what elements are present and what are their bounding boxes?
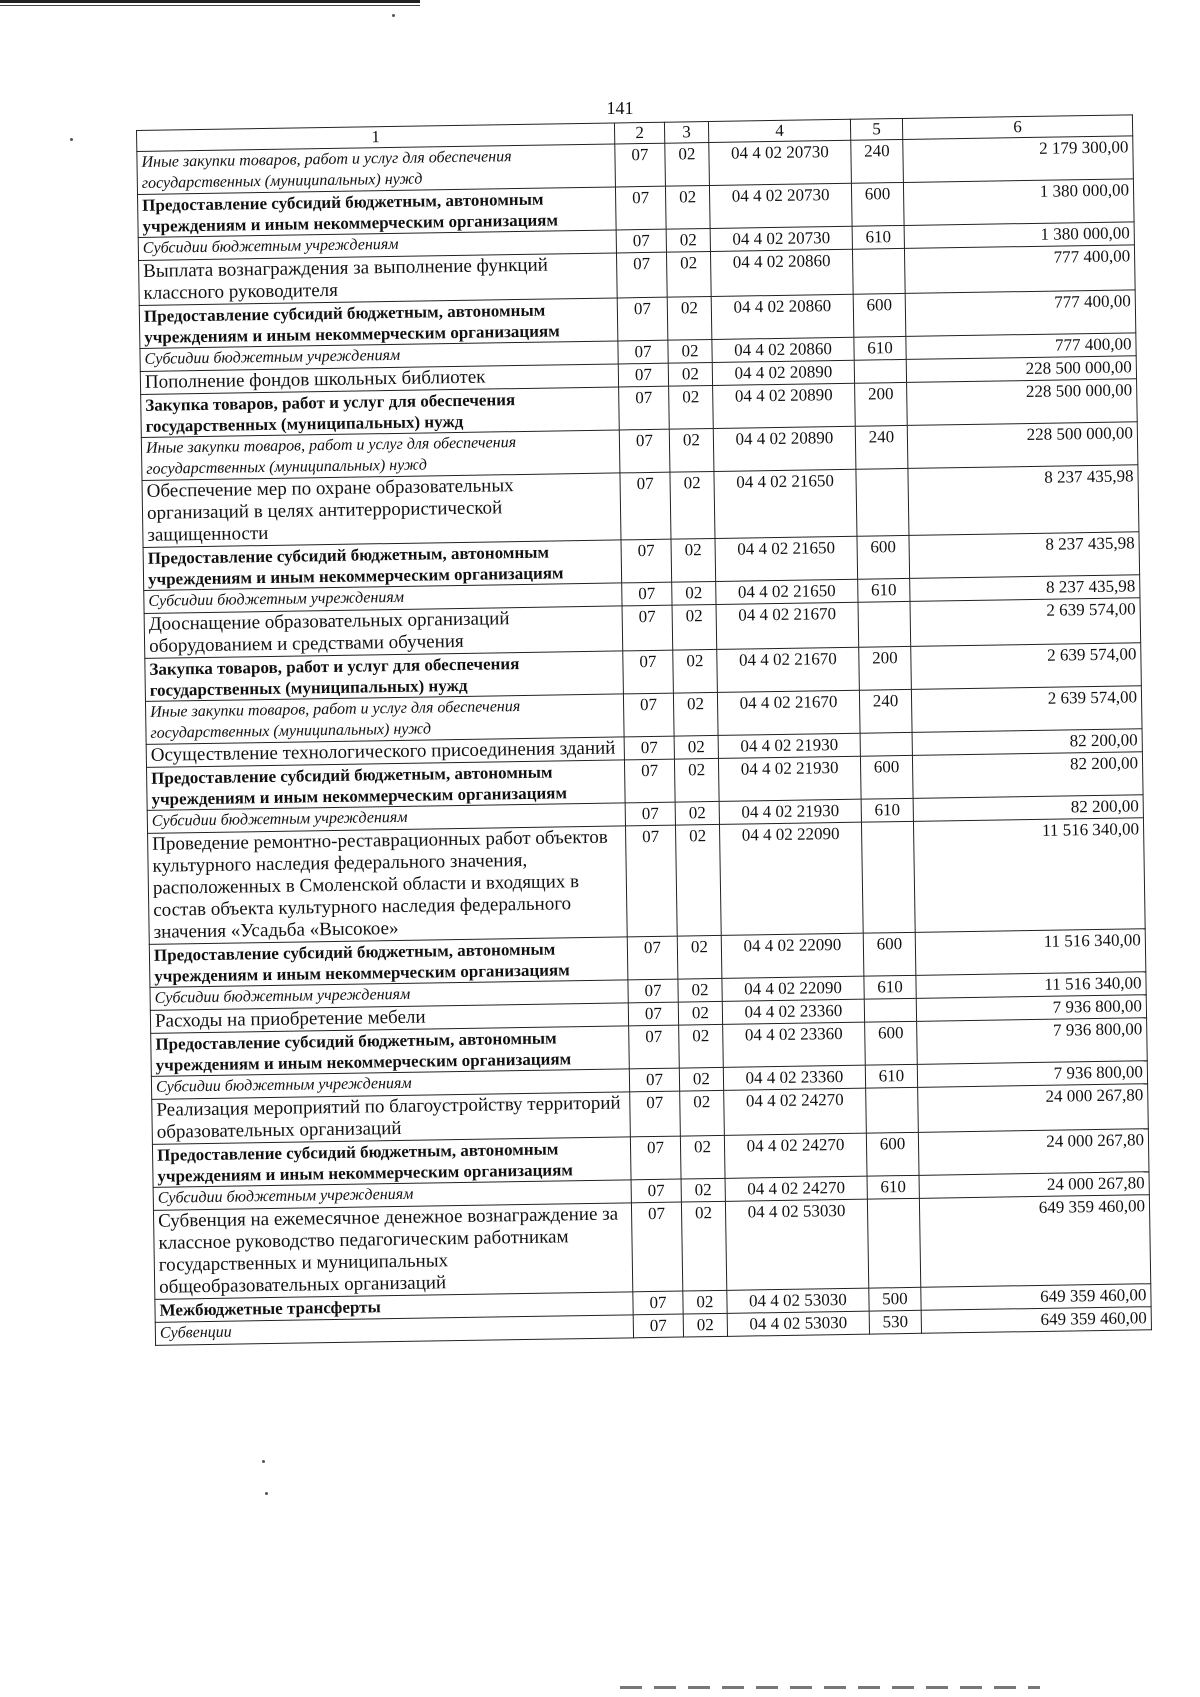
header-cell-target-article: 4: [708, 119, 850, 142]
row-section-cell: 07: [625, 825, 677, 937]
row-subsection-cell: 02: [667, 296, 712, 340]
row-expense-type-cell: 200: [859, 646, 912, 690]
row-target-article-cell: 04 4 02 21650: [714, 469, 857, 538]
row-section-cell: 07: [620, 472, 671, 540]
row-section-cell: 07: [629, 1068, 679, 1092]
row-target-article-cell: 04 4 02 21930: [719, 799, 861, 824]
row-subsection-cell: 02: [665, 143, 710, 187]
row-amount-cell: 82 200,00: [912, 729, 1142, 756]
row-target-article-cell: 04 4 02 20860: [711, 294, 854, 339]
row-target-article-cell: 04 4 02 20730: [709, 183, 852, 228]
row-name-cell: Межбюджетные трансферты: [155, 1292, 633, 1323]
row-section-cell: 07: [618, 340, 668, 364]
row-section-cell: 07: [619, 386, 670, 430]
row-amount-cell: 777 400,00: [906, 333, 1136, 360]
row-section-cell: 07: [621, 539, 672, 583]
row-subsection-cell: 02: [669, 428, 714, 472]
row-subsection-cell: 02: [669, 385, 714, 429]
row-expense-type-cell: 530: [869, 1310, 921, 1334]
row-target-article-cell: 04 4 02 21650: [716, 579, 858, 604]
row-name-cell: Субсидии бюджетным учреждениям: [144, 583, 622, 614]
row-section-cell: 07: [628, 979, 678, 1003]
row-target-article-cell: 04 4 02 23360: [723, 1065, 865, 1090]
row-subsection-cell: 02: [673, 649, 718, 693]
row-subsection-cell: 02: [672, 581, 716, 605]
row-section-cell: 07: [623, 693, 674, 737]
row-expense-type-cell: [867, 1198, 920, 1288]
row-target-article-cell: 04 4 02 20890: [713, 426, 856, 471]
row-name-cell: Обеспечение мер по охране образовательных организаций в целях антитеррористической защищенности: [142, 473, 621, 547]
header-cell-subsection: 3: [664, 122, 708, 144]
row-amount-cell: 7 936 800,00: [916, 995, 1146, 1022]
table-row: [153, 1195, 1150, 1300]
row-target-article-cell: 04 4 02 21670: [716, 602, 859, 649]
row-section-cell: 07: [630, 1136, 681, 1180]
row-section-cell: 07: [622, 582, 672, 606]
table-row: [148, 818, 1146, 945]
row-name-cell: Предоставление субсидий бюджетным, автономным учреждениям и иным некоммерческим организациям: [139, 298, 618, 349]
row-expense-type-cell: 610: [867, 1175, 919, 1199]
row-name-cell: Осуществление технологического присоединения зданий: [146, 737, 624, 768]
row-amount-cell: 8 237 435,98: [909, 532, 1140, 579]
row-amount-cell: 24 000 267,80: [918, 1129, 1149, 1176]
row-section-cell: 07: [623, 650, 674, 694]
row-expense-type-cell: 600: [863, 932, 916, 976]
page-number: 141: [606, 98, 634, 118]
row-expense-type-cell: [860, 732, 912, 756]
row-amount-cell: 777 400,00: [905, 290, 1136, 337]
row-expense-type-cell: 610: [861, 798, 913, 822]
row-amount-cell: 1 380 000,00: [904, 222, 1134, 249]
row-section-cell: 07: [625, 802, 675, 826]
row-name-cell: Дооснащение образовательных организаций оборудованием и средствами обучения: [144, 606, 623, 659]
row-expense-type-cell: 600: [857, 535, 910, 579]
row-target-article-cell: 04 4 02 21930: [718, 733, 860, 758]
row-target-article-cell: 04 4 02 20730: [710, 226, 852, 251]
row-name-cell: Пополнение фондов школьных библиотек: [140, 364, 618, 395]
row-name-cell: Иные закупки товаров, работ и услуг для обеспечения государственных (муниципальных) нужд: [137, 144, 616, 195]
row-subsection-cell: 02: [668, 339, 712, 363]
row-subsection-cell: 02: [678, 1001, 722, 1025]
header-cell-amount: 6: [902, 115, 1132, 140]
row-expense-type-cell: 600: [851, 182, 904, 226]
row-name-cell: Субсидии бюджетным учреждениям: [147, 803, 625, 834]
budget-table-container: [136, 114, 1151, 1345]
row-section-cell: 07: [631, 1202, 682, 1292]
row-target-article-cell: 04 4 02 20860: [712, 337, 854, 362]
row-amount-cell: 649 359 460,00: [919, 1195, 1150, 1288]
row-section-cell: 07: [615, 186, 666, 230]
scan-speck: [265, 1492, 268, 1495]
row-expense-type-cell: 200: [855, 382, 908, 426]
row-subsection-cell: 02: [665, 185, 710, 229]
row-amount-cell: 2 179 300,00: [903, 136, 1134, 183]
row-section-cell: 07: [628, 1002, 678, 1026]
row-name-cell: Предоставление субсидий бюджетным, автономным учреждениям и иным некоммерческим организациям: [147, 760, 626, 811]
row-subsection-cell: 02: [675, 824, 721, 936]
row-name-cell: Субсидии бюджетным учреждениям: [151, 1069, 629, 1100]
row-target-article-cell: 04 4 02 24270: [724, 1133, 867, 1178]
row-expense-type-cell: [864, 998, 916, 1022]
row-section-cell: 07: [633, 1291, 683, 1315]
row-amount-cell: 82 200,00: [913, 795, 1143, 822]
row-subsection-cell: 02: [666, 251, 711, 297]
row-section-cell: 07: [629, 1025, 680, 1069]
row-expense-type-cell: 610: [852, 225, 904, 249]
row-subsection-cell: 02: [668, 362, 712, 386]
row-target-article-cell: 04 4 02 20890: [713, 383, 856, 428]
row-target-article-cell: 04 4 02 24270: [725, 1176, 867, 1201]
row-amount-cell: 7 936 800,00: [917, 1018, 1148, 1065]
row-target-article-cell: 04 4 02 20890: [712, 360, 854, 385]
row-section-cell: 07: [630, 1091, 681, 1137]
row-amount-cell: 8 237 435,98: [908, 465, 1139, 536]
row-expense-type-cell: 610: [865, 1064, 917, 1088]
row-name-cell: Закупка товаров, работ и услуг для обеспечения государственных (муниципальных) нужд: [145, 651, 624, 702]
row-section-cell: 07: [631, 1179, 681, 1203]
row-amount-cell: 7 936 800,00: [917, 1061, 1147, 1088]
row-subsection-cell: 02: [680, 1135, 725, 1179]
row-subsection-cell: 02: [674, 735, 718, 759]
row-amount-cell: 649 359 460,00: [921, 1307, 1151, 1334]
row-expense-type-cell: 610: [858, 578, 910, 602]
scan-speck: [262, 1460, 265, 1463]
row-expense-type-cell: 240: [855, 425, 908, 469]
row-subsection-cell: 02: [683, 1313, 727, 1337]
row-expense-type-cell: 610: [854, 336, 906, 360]
header-cell-expense-type: 5: [850, 118, 902, 140]
row-amount-cell: 228 500 000,00: [907, 379, 1138, 426]
row-name-cell: Субсидии бюджетным учреждениям: [138, 230, 616, 261]
row-name-cell: Предоставление субсидий бюджетным, автономным учреждениям и иным некоммерческим организациям: [151, 1026, 630, 1077]
row-expense-type-cell: [861, 821, 915, 933]
row-name-cell: Предоставление субсидий бюджетным, автономным учреждениям и иным некоммерческим организациям: [143, 540, 622, 591]
row-amount-cell: 1 380 000,00: [903, 179, 1134, 226]
row-target-article-cell: 04 4 02 22090: [721, 933, 864, 978]
row-subsection-cell: 02: [679, 1067, 723, 1091]
scan-speck: [392, 14, 395, 17]
row-amount-cell: 11 516 340,00: [913, 818, 1145, 933]
row-amount-cell: 8 237 435,98: [910, 575, 1140, 602]
row-target-article-cell: 04 4 02 24270: [724, 1088, 867, 1135]
table-body: [137, 136, 1152, 1345]
row-target-article-cell: 04 4 02 22090: [719, 822, 863, 935]
row-expense-type-cell: [852, 248, 905, 294]
row-section-cell: 07: [624, 736, 674, 760]
row-section-cell: 07: [616, 252, 667, 298]
row-target-article-cell: 04 4 02 22090: [722, 976, 864, 1001]
row-subsection-cell: 02: [681, 1178, 725, 1202]
row-name-cell: Субсидии бюджетным учреждениям: [153, 1180, 631, 1211]
row-amount-cell: 2 639 574,00: [910, 598, 1141, 647]
row-expense-type-cell: 600: [865, 1021, 918, 1065]
row-subsection-cell: 02: [666, 228, 710, 252]
row-subsection-cell: 02: [679, 1024, 724, 1068]
row-name-cell: Расходы на приобретение мебели: [150, 1003, 628, 1034]
row-subsection-cell: 02: [677, 935, 722, 979]
row-target-article-cell: 04 4 02 21670: [717, 647, 860, 692]
row-name-cell: Проведение ремонтно-реставрационных работ объектов культурного наследия федерального значения, расположенных в Смоленской области и входящих в состав объекта культурного наследия федерального значения «Усадьба «Высокое»: [148, 826, 628, 944]
row-name-cell: Субвенция на ежемесячное денежное вознаграждение за классное руководство педагогическим работникам государственных и муниципальных общеобразовательных организаций: [153, 1203, 632, 1299]
row-target-article-cell: 04 4 02 23360: [722, 999, 864, 1024]
row-name-cell: Выплата вознаграждения за выполнение функций классного руководителя: [139, 253, 618, 306]
row-amount-cell: 228 500 000,00: [906, 356, 1136, 383]
row-amount-cell: 24 000 267,80: [919, 1172, 1149, 1199]
row-amount-cell: 82 200,00: [912, 752, 1143, 799]
row-expense-type-cell: 600: [853, 293, 906, 337]
row-subsection-cell: 02: [675, 801, 719, 825]
row-amount-cell: 24 000 267,80: [918, 1084, 1149, 1133]
row-section-cell: 07: [617, 297, 668, 341]
row-subsection-cell: 02: [678, 978, 722, 1002]
row-amount-cell: 11 516 340,00: [915, 929, 1146, 976]
row-subsection-cell: 02: [681, 1201, 726, 1291]
row-expense-type-cell: [866, 1087, 919, 1133]
row-expense-type-cell: 240: [859, 689, 912, 733]
row-name-cell: Субсидии бюджетным учреждениям: [150, 980, 628, 1011]
row-name-cell: Субвенции: [155, 1315, 633, 1346]
row-amount-cell: 777 400,00: [904, 245, 1135, 294]
row-section-cell: 07: [627, 936, 678, 980]
row-amount-cell: 649 359 460,00: [921, 1284, 1151, 1311]
row-name-cell: Субсидии бюджетным учреждениям: [140, 341, 618, 372]
header-cell-section: 2: [614, 122, 664, 144]
row-name-cell: Иные закупки товаров, работ и услуг для обеспечения государственных (муниципальных) нужд: [141, 430, 620, 481]
row-section-cell: 07: [618, 363, 668, 387]
row-amount-cell: 228 500 000,00: [907, 422, 1138, 469]
row-target-article-cell: 04 4 02 53030: [725, 1199, 868, 1290]
row-expense-type-cell: [854, 359, 906, 383]
row-name-cell: Иные закупки товаров, работ и услуг для обеспечения государственных (муниципальных) нужд: [145, 694, 624, 745]
row-subsection-cell: 02: [671, 538, 716, 582]
row-target-article-cell: 04 4 02 23360: [723, 1022, 866, 1067]
row-expense-type-cell: 500: [869, 1287, 921, 1311]
row-target-article-cell: 04 4 02 20860: [710, 249, 853, 296]
row-target-article-cell: 04 4 02 20730: [709, 140, 852, 185]
row-subsection-cell: 02: [670, 471, 715, 539]
row-amount-cell: 11 516 340,00: [916, 972, 1146, 999]
scan-edge-mark: [0, 0, 420, 7]
row-amount-cell: 2 639 574,00: [911, 643, 1142, 690]
row-subsection-cell: 02: [673, 692, 718, 736]
row-expense-type-cell: 610: [864, 975, 916, 999]
row-section-cell: 07: [619, 429, 670, 473]
row-subsection-cell: 02: [680, 1090, 725, 1136]
row-subsection-cell: 02: [683, 1290, 727, 1314]
row-target-article-cell: 04 4 02 21650: [715, 536, 858, 581]
row-expense-type-cell: 600: [860, 755, 913, 799]
row-expense-type-cell: [858, 601, 911, 647]
row-expense-type-cell: 600: [866, 1132, 919, 1176]
row-section-cell: 07: [615, 143, 666, 187]
scan-edge-mark: [620, 1686, 1040, 1689]
row-name-cell: Предоставление субсидий бюджетным, автономным учреждениям и иным некоммерческим организациям: [149, 937, 628, 988]
row-target-article-cell: 04 4 02 53030: [727, 1288, 869, 1313]
row-section-cell: 07: [633, 1314, 683, 1338]
row-section-cell: 07: [624, 759, 675, 803]
row-name-cell: Закупка товаров, работ и услуг для обеспечения государственных (муниципальных) нужд: [141, 387, 620, 438]
row-subsection-cell: 02: [672, 604, 717, 650]
row-name-cell: Предоставление субсидий бюджетным, автономным учреждениям и иным некоммерческим организациям: [152, 1137, 631, 1188]
row-section-cell: 07: [622, 605, 673, 651]
row-name-cell: Предоставление субсидий бюджетным, автономным учреждениям и иным некоммерческим организациям: [138, 187, 617, 238]
row-target-article-cell: 04 4 02 21930: [718, 756, 861, 801]
row-target-article-cell: 04 4 02 53030: [727, 1311, 869, 1336]
row-target-article-cell: 04 4 02 21670: [717, 690, 860, 735]
row-expense-type-cell: [856, 468, 909, 536]
row-section-cell: 07: [616, 229, 666, 253]
header-cell-name: 1: [137, 123, 615, 152]
row-amount-cell: 2 639 574,00: [911, 686, 1142, 733]
row-expense-type-cell: 240: [851, 139, 904, 183]
row-subsection-cell: 02: [674, 758, 719, 802]
budget-table: [136, 114, 1152, 1346]
scan-speck: [70, 138, 73, 141]
row-name-cell: Реализация мероприятий по благоустройству территорий образовательных организаций: [152, 1092, 631, 1145]
